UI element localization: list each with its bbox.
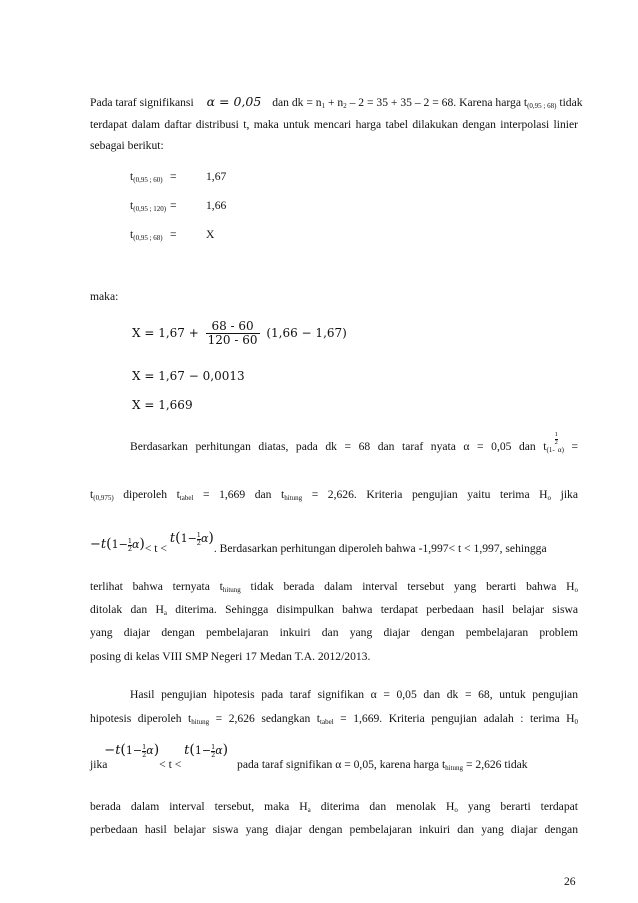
equation-1 (132, 320, 347, 347)
p1-line1 (90, 94, 583, 109)
p3-text: jika (90, 758, 108, 771)
t-value: 1,66 (206, 199, 227, 212)
p2-line2: $t_{(0,975)}$ diperoleh $t_{tabel} = 1,669$ dan $t_{hitung} = 2,626$. Kriteria pengujian yaitu terima $H_o$ jika (90, 488, 578, 502)
subscript: o (454, 806, 458, 814)
p1-text: – 2 = 35 + 35 – 2 = 68. Karena harga t (346, 96, 528, 109)
p3-line5: perbedaan hasil belajar siswa yang diajar dengan pembelajaran inkuiri dan yang diajar dengan (90, 823, 578, 836)
equals: = (170, 170, 177, 183)
page-number: 26 (564, 875, 576, 888)
p3-text: < t < (159, 758, 182, 771)
subscript: 2 (343, 102, 347, 110)
t-value: X (206, 228, 215, 241)
p2-text: Berdasarkan perhitungan diatas, pada dk = 68 dan taraf nyata α = 0,05 dan t (130, 440, 547, 453)
subscript: (0,975) (93, 494, 114, 502)
neg-t-critical: −t(1− $\frac{1}{2}$ α) (90, 536, 145, 553)
p2-text: . Berdasarkan perhitungan diperoleh bahwa -1,997< t < 1,997, sehingga (213, 542, 547, 555)
p2-line6: yang diajar dengan pembelajaran inkuiri dan yang diajar dengan pembelajaran problem (90, 626, 578, 639)
p2-line3 (90, 530, 578, 556)
equation-2: X = 1,67 − 0,0013 (132, 369, 245, 383)
equation-3: X = 1,669 (132, 398, 193, 412)
t-value: 1,67 (206, 170, 227, 183)
subscript: hitung (191, 718, 210, 726)
subscript: (0,95 ; 68) (527, 102, 557, 110)
pos-t-critical: t(1− $\frac{1}{2}$ α) (169, 530, 214, 547)
subscript: tabel (320, 718, 334, 726)
subscript: 1 (321, 102, 326, 110)
subscript: hitung (284, 494, 303, 502)
t-row-60 (0, 170, 638, 186)
p1-text: Pada taraf signifikansi (90, 96, 194, 109)
subscript: 0 (574, 718, 579, 726)
subscript: hitung (222, 586, 241, 594)
subscript: a (163, 609, 167, 617)
subscript: a (307, 806, 311, 814)
p2-line5: ditolak dan $H_a$ diterima. Sehingga disimpulkan bahwa terdapat perbedaan hasil belajar siswa (90, 603, 578, 617)
subscript: o (574, 586, 578, 594)
p3-line2: hipotesis diperoleh $t_{hitung} = 2,626$ sedangkan $t_{tabel} = 1,669$. Kriteria pengujian adalah : terima $H_0$ (90, 712, 579, 726)
p1-text: tidak (556, 96, 583, 109)
subscript: tabel (179, 494, 194, 502)
eq1-rhs: (1,66 − 1,67) (266, 326, 347, 340)
p3-line4: berada dalam interval tersebut, maka $H_a$ diterima dan menolak $H_o$ yang berarti terdapat (90, 800, 578, 814)
neg-t-critical-2: −t(1− $\frac{1}{2}$ α) (104, 742, 160, 759)
p1-line3: sebagai berikut: (90, 139, 164, 152)
t-label: $t_{(0,95 ; 68)}$ (130, 228, 163, 242)
p3-text: pada taraf signifikan α = 0,05, karena harga t (234, 758, 446, 771)
eq1-lhs: X = 1,67 + (132, 326, 199, 340)
subscript: o (547, 494, 552, 502)
eq1-numerator: 68 - 60 (206, 320, 260, 334)
p1-line2: terdapat dalam daftar distribusi t, maka untuk mencari harga tabel dilakukan dengan interpolasi linier (90, 118, 578, 131)
equals: = (170, 228, 177, 241)
p2-text: < t < (144, 542, 167, 555)
t-row-68 (0, 228, 638, 244)
p2-line1 (130, 431, 579, 457)
half-fraction: $\frac{1}{2}$ (554, 431, 558, 446)
t-label: $t_{(0,95 ; 120)}$ (130, 199, 167, 213)
pos-t-critical-2: t(1− $\frac{1}{2}$ α) (184, 742, 229, 759)
t-row-120 (0, 199, 638, 215)
p2-text: = (563, 440, 579, 453)
eq1-fraction (206, 320, 260, 347)
eq1-denominator: 120 - 60 (207, 333, 258, 347)
p1-text: dan dk = n (272, 96, 322, 109)
maka-label: maka: (90, 290, 119, 303)
alpha-equation: α = 0,05 (206, 94, 262, 109)
p2-line4: terlihat bahwa ternyata $t_{hitung}$ tidak berada dalam interval tersebut yang berarti bahwa $H_o$ (90, 580, 578, 594)
subscript: hitung (445, 764, 464, 772)
p1-text: + n (325, 96, 344, 109)
p3-line1: Hasil pengujian hipotesis pada taraf signifikan α = 0,05 dan dk = 68, untuk pengujian (130, 688, 578, 701)
p2-line7: posing di kelas VIII SMP Negeri 17 Medan T.A. 2012/2013. (90, 650, 371, 663)
equals: = (170, 199, 177, 212)
p3-line3 (90, 742, 578, 772)
p3-text: = 2,626 tidak (463, 758, 528, 771)
subscript: (1- 1 2 α) (546, 431, 564, 454)
t-label: $t_{(0,95 ; 60)}$ (130, 170, 163, 184)
